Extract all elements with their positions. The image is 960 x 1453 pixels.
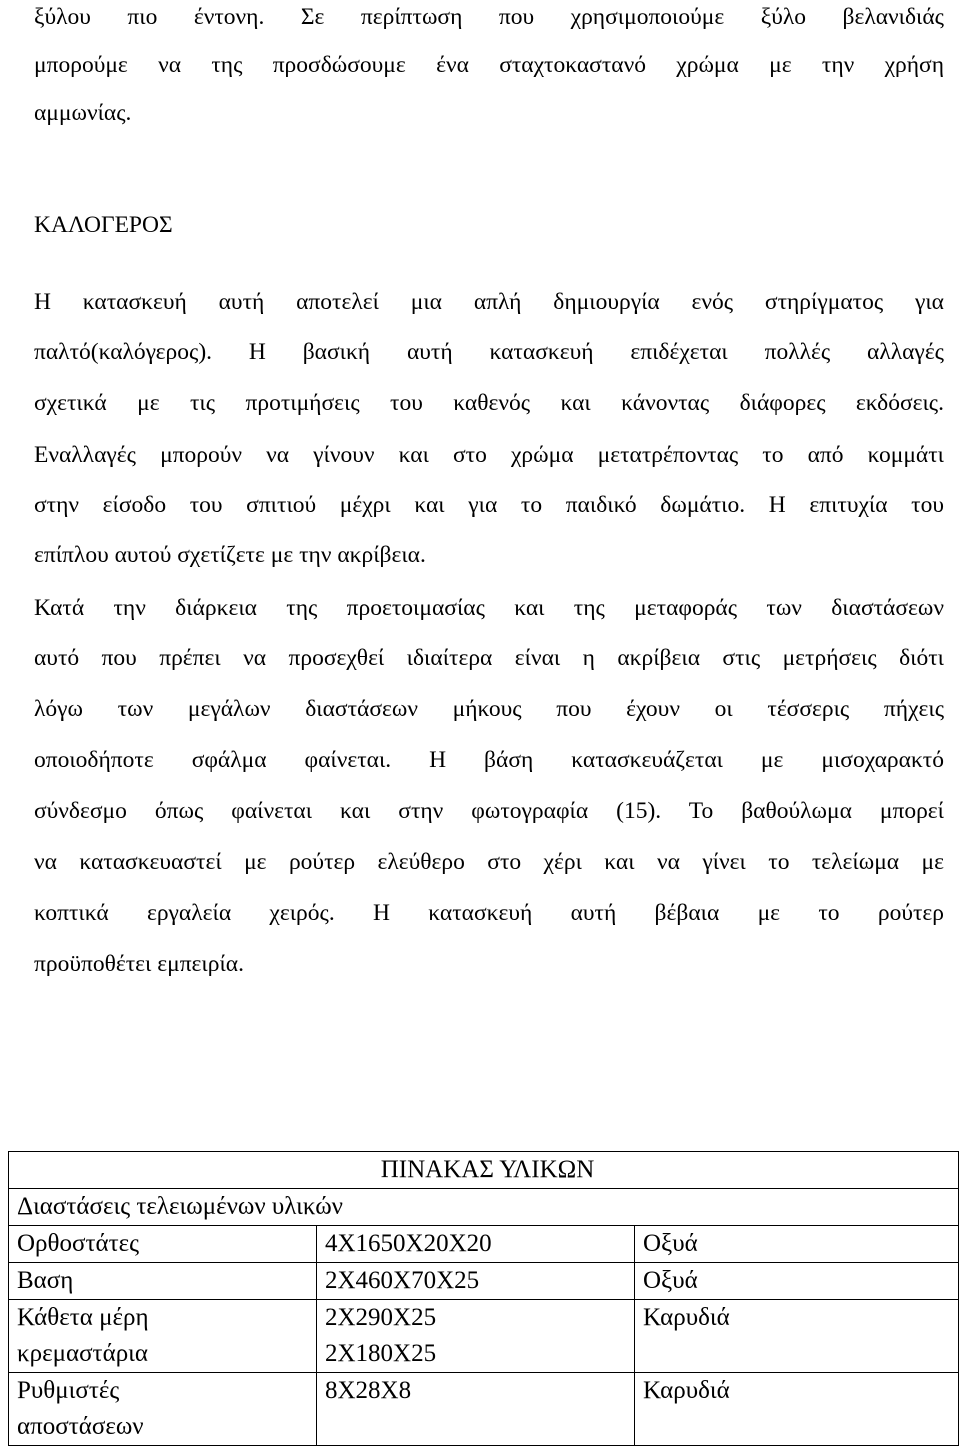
text-line: σχετικά με τις προτιμήσεις του καθενός και κάνοντας διάφορες εκδόσεις. — [34, 390, 944, 416]
text-line: να κατασκευαστεί με ρούτερ ελεύθερο στο χέρι και να γίνει το τελείωμα με — [34, 849, 944, 875]
part-cell: Ρυθμιστές αποστάσεων — [9, 1373, 317, 1446]
dimensions-cell: 2Χ460Χ70Χ25 — [317, 1263, 635, 1300]
wood-cell: Καρυδιά — [635, 1300, 959, 1373]
text-line: προϋποθέτει εμπειρία. — [34, 951, 244, 977]
table-row — [9, 1300, 959, 1373]
table-title: ΠΙΝΑΚΑΣ ΥΛΙΚΩΝ — [9, 1152, 959, 1189]
wood-cell: Οξυά — [635, 1226, 959, 1263]
section-heading: ΚΑΛΟΓΕΡΟΣ — [34, 212, 173, 238]
text-line: οποιοδήποτε σφάλμα φαίνεται. Η βάση κατασκευάζεται με μισοχαρακτό — [34, 747, 944, 773]
text-line: στην είσοδο του σπιτιού μέχρι και για το παιδικό δωμάτιο. Η επιτυχία του — [34, 492, 944, 518]
text-line: ξύλου πιο έντονη. Σε περίπτωση που χρησιμοποιούμε ξύλο βελανιδιάς — [34, 4, 944, 30]
part-cell: Βαση — [9, 1263, 317, 1300]
text-line: παλτό(καλόγερος). Η βασική αυτή κατασκευή επιδέχεται πολλές αλλαγές — [34, 339, 944, 365]
table-subtitle-row — [9, 1189, 959, 1226]
text-line: επίπλου αυτού σχετίζετε με την ακρίβεια. — [34, 542, 426, 568]
part-cell: Ορθοστάτες — [9, 1226, 317, 1263]
text-line: αυτό που πρέπει να προσεχθεί ιδιαίτερα είναι η ακρίβεια στις μετρήσεις διότι — [34, 645, 944, 671]
table-row — [9, 1373, 959, 1446]
table-row — [9, 1263, 959, 1300]
wood-cell: Καρυδιά — [635, 1373, 959, 1446]
table-title-row — [9, 1152, 959, 1189]
text-line: μπορούμε να της προσδώσουμε ένα σταχτοκαστανό χρώμα με την χρήση — [34, 52, 944, 78]
text-line: Η κατασκευή αυτή αποτελεί μια απλή δημιουργία ενός στηρίγματος για — [34, 289, 944, 315]
dimensions-cell: 2Χ290Χ25 2Χ180Χ25 — [317, 1300, 635, 1373]
text-line: λόγω των μεγάλων διαστάσεων μήκους που έχουν οι τέσσερις πήχεις — [34, 696, 944, 722]
dimensions-cell: 4Χ1650Χ20Χ20 — [317, 1226, 635, 1263]
text-line: αμμωνίας. — [34, 100, 132, 126]
text-line: Κατά την διάρκεια της προετοιμασίας και της μεταφοράς των διαστάσεων — [34, 595, 944, 621]
dimensions-cell: 8Χ28Χ8 — [317, 1373, 635, 1446]
materials-table — [8, 1151, 959, 1446]
text-line: σύνδεσμο όπως φαίνεται και στην φωτογραφία (15). Το βαθούλωμα μπορεί — [34, 798, 944, 824]
text-line: Εναλλαγές μπορούν να γίνουν και στο χρώμα μετατρέποντας το από κομμάτι — [34, 442, 944, 468]
table-subtitle: Διαστάσεις τελειωμένων υλικών — [9, 1189, 959, 1226]
part-cell: Κάθετα μέρη κρεμαστάρια — [9, 1300, 317, 1373]
table-row — [9, 1226, 959, 1263]
text-line: κοπτικά εργαλεία χειρός. Η κατασκευή αυτή βέβαια με το ρούτερ — [34, 900, 944, 926]
wood-cell: Οξυά — [635, 1263, 959, 1300]
